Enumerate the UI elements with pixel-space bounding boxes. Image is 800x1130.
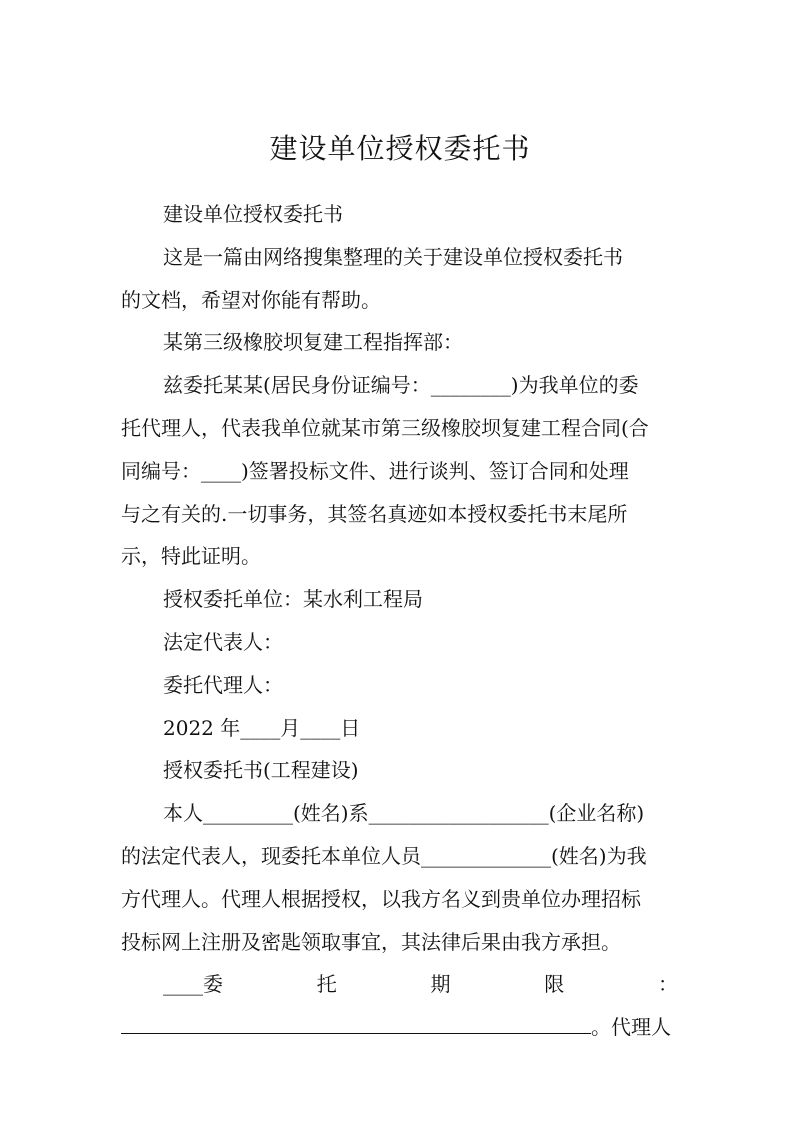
body1-line-4: 与之有关的.一切事务，其签名真迹如本授权委托书末尾所: [121, 502, 628, 526]
signature-legal-rep: 法定代表人：: [163, 630, 283, 654]
period-word: 期: [430, 972, 451, 996]
period-blank-line: [121, 1014, 671, 1040]
signature-unit: 授权委托单位：某水利工程局: [163, 587, 423, 611]
document-title: 建设单位授权委托书: [269, 132, 531, 165]
body1-line-2: 托代理人，代表我单位就某市第三级橡胶坝复建工程合同(合: [121, 416, 649, 440]
body2-line-3: 方代理人。代理人根据授权，以我方名义到贵单位办理招标: [121, 887, 641, 911]
period-line: [163, 971, 678, 997]
blank-underline: [121, 1015, 591, 1034]
body2-line-1: 本人_________(姓名)系__________________(企业名称): [163, 801, 645, 825]
period-word: ____委: [163, 972, 223, 996]
subtitle: 建设单位授权委托书: [163, 202, 343, 226]
intro-line-2: 的文档，希望对你能有帮助。: [121, 288, 381, 312]
period-word: ：: [658, 972, 678, 996]
body2-line-4: 投标网上注册及密匙领取事宜，其法律后果由我方承担。: [121, 930, 621, 954]
section-title: 授权委托书(工程建设): [163, 758, 359, 782]
intro-line-1: 这是一篇由网络搜集整理的关于建设单位授权委托书: [163, 245, 623, 269]
body1-line-3: 同编号：____)签署投标文件、进行谈判、签订合同和处理: [121, 459, 629, 483]
signature-agent: 委托代理人：: [163, 673, 283, 697]
period-word: 托: [316, 972, 337, 996]
period-word: 限: [544, 972, 565, 996]
signature-date: 2022 年____月____日: [163, 716, 361, 740]
body2-line-2: 的法定代表人，现委托本单位人员_____________(姓名)为我: [121, 844, 647, 868]
body1-line-5: 示，特此证明。: [121, 544, 261, 568]
period-line-end: 。代理人: [591, 1015, 671, 1039]
addressee: 某第三级橡胶坝复建工程指挥部：: [163, 330, 463, 354]
body1-line-1: 兹委托某某(居民身份证编号：________)为我单位的委: [163, 373, 639, 397]
